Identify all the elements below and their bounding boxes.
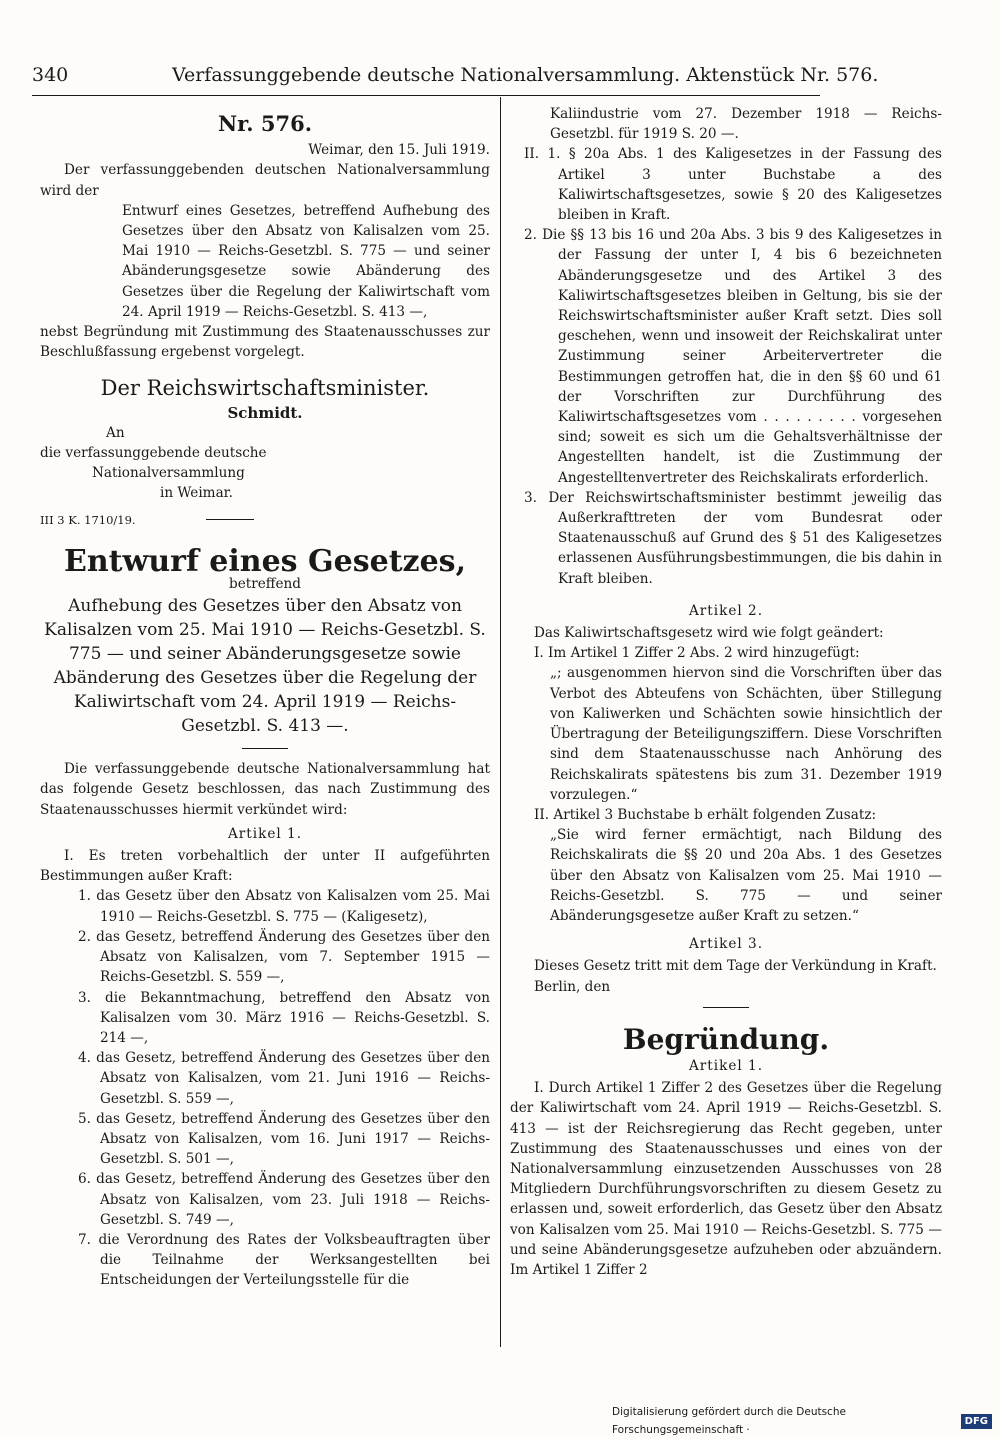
page-number: 340	[32, 64, 69, 86]
draft-title: Entwurf eines Gesetzes, betreffend Aufhebung des Gesetzes über den Absatz von Kalisalzen vom 25. Mai 1910 — Reichs-Gesetzbl. S. 775 — und seiner Abänderungsgesetze sowie Abänderung des Gesetzes über die Regelung der Kaliwirtschaft vom 24. April 1919 — Reichs-Gesetzbl. S. 413 —,	[122, 202, 490, 320]
artikel-1-section-I: I. Es treten vorbehaltlich der unter II aufgeführten Bestimmungen außer Kraft:	[40, 848, 490, 885]
file-reference-row	[40, 510, 490, 530]
bill-title: Aufhebung des Gesetzes über den Absatz von Kalisalzen vom 25. Mai 1910 — Reichs-Gesetzbl. S. 775 — und seiner Abänderungsgesetze sowie Abänderung des Gesetzes über die Regelung der Kaliwirtschaft vom 24. April 1919 — Reichs-Gesetzbl. S. 413 —.	[44, 596, 486, 737]
artikel-3-heading: Artikel 3.	[688, 936, 764, 953]
separator	[703, 1007, 749, 1008]
address-an: An	[106, 424, 125, 441]
item-7-continuation: Kaliindustrie vom 27. Dezember 1918 — Reichs-Gesetzbl. für 1919 S. 20 —.	[550, 106, 942, 143]
artikel-2-intro: Das Kaliwirtschaftsgesetz wird wie folgt geändert:	[534, 625, 884, 642]
list-item: 5. das Gesetz, betreffend Änderung des Gesetzes über den Absatz von Kalisalzen, vom 16. Juni 1917 — Reichs-Gesetzbl. S. 501 —,	[78, 1110, 490, 1168]
document-number: Nr. 576.	[217, 111, 313, 136]
artikel-3-text: Dieses Gesetz tritt mit dem Tage der Verkündung in Kraft.	[534, 958, 937, 975]
artikel-2-heading: Artikel 2.	[688, 602, 764, 619]
file-reference: III 3 K. 1710/19.	[40, 512, 136, 527]
digitization-credit	[612, 1406, 992, 1436]
signature: Schmidt.	[227, 403, 303, 422]
dfg-logo: DFG	[961, 1414, 992, 1429]
address-line-2: die verfassunggebende deutsche	[40, 445, 267, 462]
short-rule	[206, 519, 254, 520]
list-item: 1. das Gesetz über den Absatz von Kalisalzen vom 25. Mai 1910 — Reichs-Gesetzbl. S. 775 — (Kaligesetz),	[78, 888, 490, 925]
artikel-1-heading: Artikel 1.	[227, 825, 303, 842]
dateline: Weimar, den 15. Juli 1919.	[308, 142, 490, 159]
address-line-3: Nationalversammlung	[92, 465, 245, 482]
list-item: 2. das Gesetz, betreffend Änderung des Gesetzes über den Absatz von Kalisalzen, vom 7. September 1915 — Reichs-Gesetzbl. S. 559 —,	[78, 928, 490, 986]
list-item: 7. die Verordnung des Rates der Volksbeauftragten über die Teilnahme der Werksangestellten bei Entscheidungen der Verteilungsstelle für die	[78, 1231, 490, 1289]
betreffend: betreffend	[229, 576, 301, 593]
left-column	[40, 104, 490, 1291]
column-divider	[500, 97, 501, 1347]
right-column	[510, 104, 942, 1280]
separator	[242, 748, 288, 749]
begruendung-heading: Begründung.	[622, 1022, 830, 1056]
header-rule	[32, 95, 820, 96]
list-item: 3. die Bekanntmachung, betreffend den Absatz von Kalisalzen vom 30. März 1916 — Reichs-Gesetzbl. S. 214 —,	[78, 989, 490, 1046]
list-item: 4. das Gesetz, betreffend Änderung des Gesetzes über den Absatz von Kalisalzen, vom 21. Juni 1916 — Reichs-Gesetzbl. S. 559 —,	[78, 1050, 490, 1107]
list-item: 6. das Gesetz, betreffend Änderung des Gesetzes über den Absatz von Kalisalzen, vom 23. Juli 1918 — Reichs-Gesetzbl. S. 749 —,	[78, 1171, 490, 1228]
minister-title: Der Reichswirtschaftsminister.	[100, 376, 430, 401]
entwurf-heading: Entwurf eines Gesetzes,	[63, 543, 467, 579]
begruendung-artikel-1-heading: Artikel 1.	[688, 1057, 764, 1074]
artikel-2-section-II: II. Artikel 3 Buchstabe b erhält folgenden Zusatz:	[534, 806, 877, 823]
artikel-2-quote-I: „; ausgenommen hiervon sind die Vorschriften über das Verbot des Abteufens von Schächten, über Stillegung von Kaliwerken und Schächten sowie hinsichtlich der Übertragung der Beteiligungsziffern. Diese Vorschriften sind dem Staatenausschusse nach Anhörung des Reichskalirats spätestens bis zum 31. Dezember 1919 vorzulegen.“	[550, 665, 942, 803]
intro: Der verfassunggebenden deutschen Nationalversammlung wird der	[40, 162, 490, 199]
running-header	[32, 60, 879, 90]
credit-text: Digitalisierung gefördert durch die Deutsche Forschungsgemeinschaft ·	[612, 1406, 846, 1436]
address-line-4: in Weimar.	[160, 485, 233, 502]
section-II-3: 3. Der Reichswirtschaftsminister bestimmt jeweilig das Außerkrafttreten der vom Bundesrat oder Staatenausschuß auf Grund des § 51 des Kaligesetzes erlassenen Ausführungsbestimmungen, die bis dahin in Kraft bleiben.	[524, 489, 942, 587]
submission: nebst Begründung mit Zustimmung des Staatenausschusses zur Beschlußfassung ergebenst vorgelegt.	[40, 324, 490, 361]
enacting-clause: Die verfassunggebende deutsche Nationalversammlung hat das folgende Gesetz beschlossen, das nach Zustimmung des Staatenausschusses hiermit verkündet wird:	[40, 761, 490, 818]
section-II-1: II. 1. § 20a Abs. 1 des Kaligesetzes in der Fassung des Artikel 3 unter Buchstabe a des Kaliwirtschaftsgesetzes, sowie § 20 des Kaligesetzes bleiben in Kraft.	[524, 146, 942, 224]
section-II-2: 2. Die §§ 13 bis 16 und 20a Abs. 3 bis 9 des Kaligesetzes in der Fassung der unter I, 4 bis 6 bezeichneten Abänderungsgesetze und des Artikel 3 des Kaliwirtschaftsgesetzes bleiben in Geltung, bis sie der Reichswirtschaftsminister außer Kraft setzt. Dies soll geschehen, wenn und insoweit der Reichskalirat unter Zustimmung seiner Arbeitervertreter die Bestimmungen getroffen hat, die in den §§ 60 und 61 der Vorschriften zur Durchführung des Kaliwirtschaftsgesetzes vom . . . . . . . . . vorgesehen sind; soweit es sich um die Gehaltsverhältnisse der Angestellten handelt, ist die Zustimmung der Angestelltenvertreter des Reichskalirats erforderlich.	[524, 227, 942, 486]
place-date: Berlin, den	[534, 978, 611, 995]
running-title: Verfassunggebende deutsche Nationalversammlung. Aktenstück Nr. 576.	[172, 64, 879, 86]
artikel-2-section-I: I. Im Artikel 1 Ziffer 2 Abs. 2 wird hinzugefügt:	[534, 645, 860, 662]
begruendung-text: I. Durch Artikel 1 Ziffer 2 des Gesetzes über die Regelung der Kaliwirtschaft vom 24. April 1919 — Reichs-Gesetzbl. S. 413 — ist der Reichsregierung das Recht gegeben, unter Zustimmung des Staatenausschusses und eines von der Nationalversammlung einzusetzenden Ausschusses von 28 Mitgliedern Durchführungsvorschriften zu diesem Gesetz zu erlassen und, soweit erforderlich, das Gesetz über den Absatz von Kalisalzen vom 25. Mai 1910 — Reichs-Gesetzbl. S. 775 — und seine Abänderungsgesetze aufzuheben oder abzuändern. Im Artikel 1 Ziffer 2	[510, 1080, 942, 1278]
artikel-2-quote-II: „Sie wird ferner ermächtigt, nach Bildung des Reichskalirats die §§ 20 und 20a Abs. 1 des Gesetzes über den Absatz von Kalisalzen vom 25. Mai 1910 — Reichs-Gesetzbl. S. 775 — und seiner Abänderungsgesetze außer Kraft zu setzen.“	[550, 827, 942, 924]
